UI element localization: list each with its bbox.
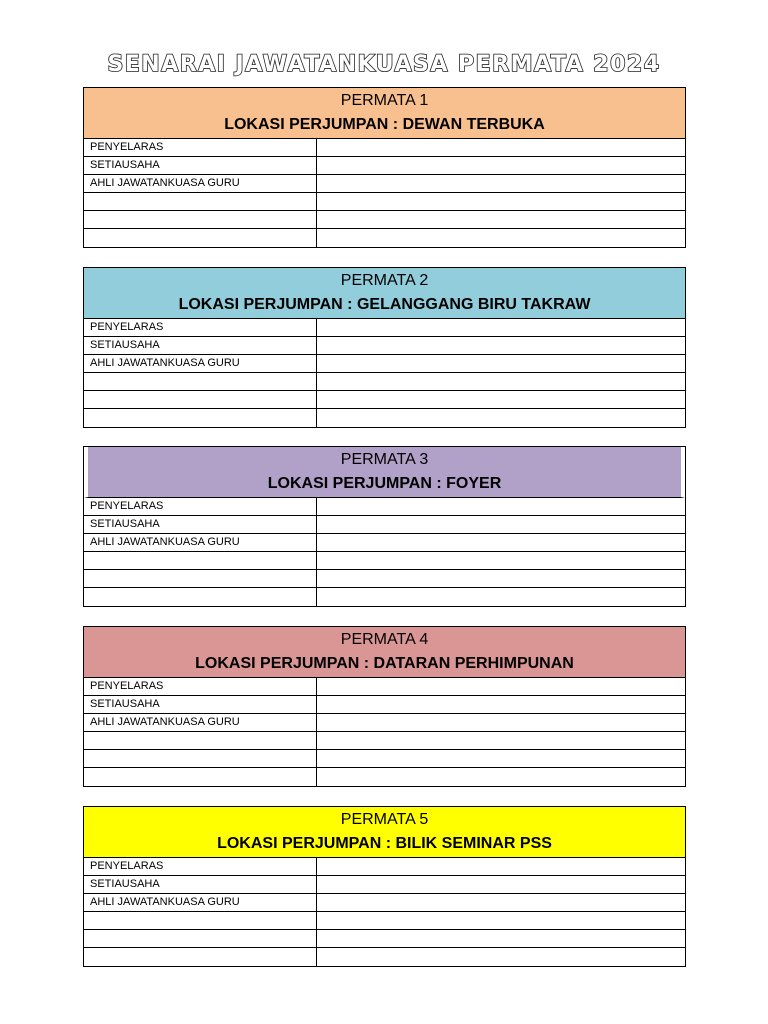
table-row (84, 714, 685, 732)
role-cell (84, 391, 317, 408)
group-location: LOKASI PERJUMPAN : DEWAN TERBUKA (224, 116, 545, 133)
role-cell: AHLI JAWATANKUASA GURU (84, 714, 317, 731)
group-name: PERMATA 4 (340, 631, 429, 648)
group-location: LOKASI PERJUMPAN : FOYER (267, 475, 502, 492)
group-header (84, 268, 685, 319)
group-location: LOKASI PERJUMPAN : BILIK SEMINAR PSS (217, 835, 552, 852)
member-cell[interactable] (317, 768, 685, 786)
table-row (84, 534, 685, 552)
member-cell[interactable] (317, 516, 685, 533)
role-cell: PENYELARAS (84, 678, 317, 695)
member-cell[interactable] (317, 858, 685, 875)
member-cell[interactable] (317, 588, 685, 606)
role-cell: AHLI JAWATANKUASA GURU (84, 175, 317, 192)
group-header (84, 627, 685, 678)
member-cell[interactable] (317, 570, 685, 587)
member-cell[interactable] (317, 714, 685, 731)
table-row (84, 373, 685, 391)
group-name: PERMATA 5 (340, 811, 429, 828)
role-cell (84, 588, 317, 606)
member-cell[interactable] (317, 948, 685, 966)
member-cell[interactable] (317, 912, 685, 929)
table-row (84, 211, 685, 229)
role-cell (84, 750, 317, 767)
member-cell[interactable] (317, 319, 685, 336)
table-row (84, 355, 685, 373)
role-cell: AHLI JAWATANKUASA GURU (84, 534, 317, 551)
member-cell[interactable] (317, 876, 685, 893)
member-cell[interactable] (317, 732, 685, 749)
table-row (84, 229, 685, 247)
table-row (84, 732, 685, 750)
role-cell: PENYELARAS (84, 319, 317, 336)
page-title: SENARAI JAWATANKUASA PERMATA 2024 (107, 52, 661, 77)
member-cell[interactable] (317, 391, 685, 408)
role-cell: PENYELARAS (84, 498, 317, 515)
table-row (84, 948, 685, 966)
member-cell[interactable] (317, 193, 685, 210)
role-cell: SETIAUSAHA (84, 157, 317, 174)
role-cell (84, 211, 317, 228)
member-cell[interactable] (317, 409, 685, 427)
table-row (84, 678, 685, 696)
table-row (84, 750, 685, 768)
role-cell (84, 732, 317, 749)
member-cell[interactable] (317, 355, 685, 372)
role-cell (84, 912, 317, 929)
table-row (84, 570, 685, 588)
table-row (84, 157, 685, 175)
member-cell[interactable] (317, 552, 685, 569)
table-row (84, 588, 685, 606)
table-row (84, 912, 685, 930)
committee-table-permata-1 (83, 87, 686, 248)
role-cell (84, 570, 317, 587)
member-cell[interactable] (317, 157, 685, 174)
member-cell[interactable] (317, 696, 685, 713)
group-header (84, 447, 685, 498)
role-cell (84, 409, 317, 427)
role-cell (84, 373, 317, 390)
table-row (84, 516, 685, 534)
table-row (84, 391, 685, 409)
table-row (84, 876, 685, 894)
role-cell (84, 193, 317, 210)
role-cell (84, 948, 317, 966)
table-row (84, 768, 685, 786)
member-cell[interactable] (317, 229, 685, 247)
member-cell[interactable] (317, 373, 685, 390)
group-name: PERMATA 3 (340, 451, 429, 468)
member-cell[interactable] (317, 534, 685, 551)
table-row (84, 193, 685, 211)
role-cell: PENYELARAS (84, 139, 317, 156)
role-cell: SETIAUSAHA (84, 876, 317, 893)
table-row (84, 894, 685, 912)
group-header (84, 807, 685, 858)
role-cell (84, 768, 317, 786)
member-cell[interactable] (317, 498, 685, 515)
member-cell[interactable] (317, 750, 685, 767)
member-cell[interactable] (317, 139, 685, 156)
member-cell[interactable] (317, 175, 685, 192)
group-location: LOKASI PERJUMPAN : GELANGGANG BIRU TAKRAW (178, 296, 591, 313)
role-cell: SETIAUSAHA (84, 516, 317, 533)
table-row (84, 498, 685, 516)
role-cell (84, 552, 317, 569)
committee-table-permata-3 (83, 446, 686, 607)
member-cell[interactable] (317, 211, 685, 228)
table-row (84, 930, 685, 948)
role-cell (84, 930, 317, 947)
member-cell[interactable] (317, 678, 685, 695)
role-cell: AHLI JAWATANKUASA GURU (84, 355, 317, 372)
role-cell: AHLI JAWATANKUASA GURU (84, 894, 317, 911)
member-cell[interactable] (317, 894, 685, 911)
committee-table-permata-4 (83, 626, 686, 787)
group-name: PERMATA 1 (340, 92, 429, 109)
table-row (84, 319, 685, 337)
role-cell (84, 229, 317, 247)
committee-table-permata-5 (83, 806, 686, 967)
table-row (84, 175, 685, 193)
table-row (84, 858, 685, 876)
role-cell: SETIAUSAHA (84, 696, 317, 713)
group-header (84, 88, 685, 139)
table-row (84, 409, 685, 427)
role-cell: SETIAUSAHA (84, 337, 317, 354)
table-row (84, 696, 685, 714)
committee-table-permata-2 (83, 267, 686, 428)
group-location: LOKASI PERJUMPAN : DATARAN PERHIMPUNAN (195, 655, 574, 672)
table-row (84, 552, 685, 570)
table-row (84, 139, 685, 157)
group-name: PERMATA 2 (340, 272, 429, 289)
member-cell[interactable] (317, 337, 685, 354)
member-cell[interactable] (317, 930, 685, 947)
role-cell: PENYELARAS (84, 858, 317, 875)
table-row (84, 337, 685, 355)
